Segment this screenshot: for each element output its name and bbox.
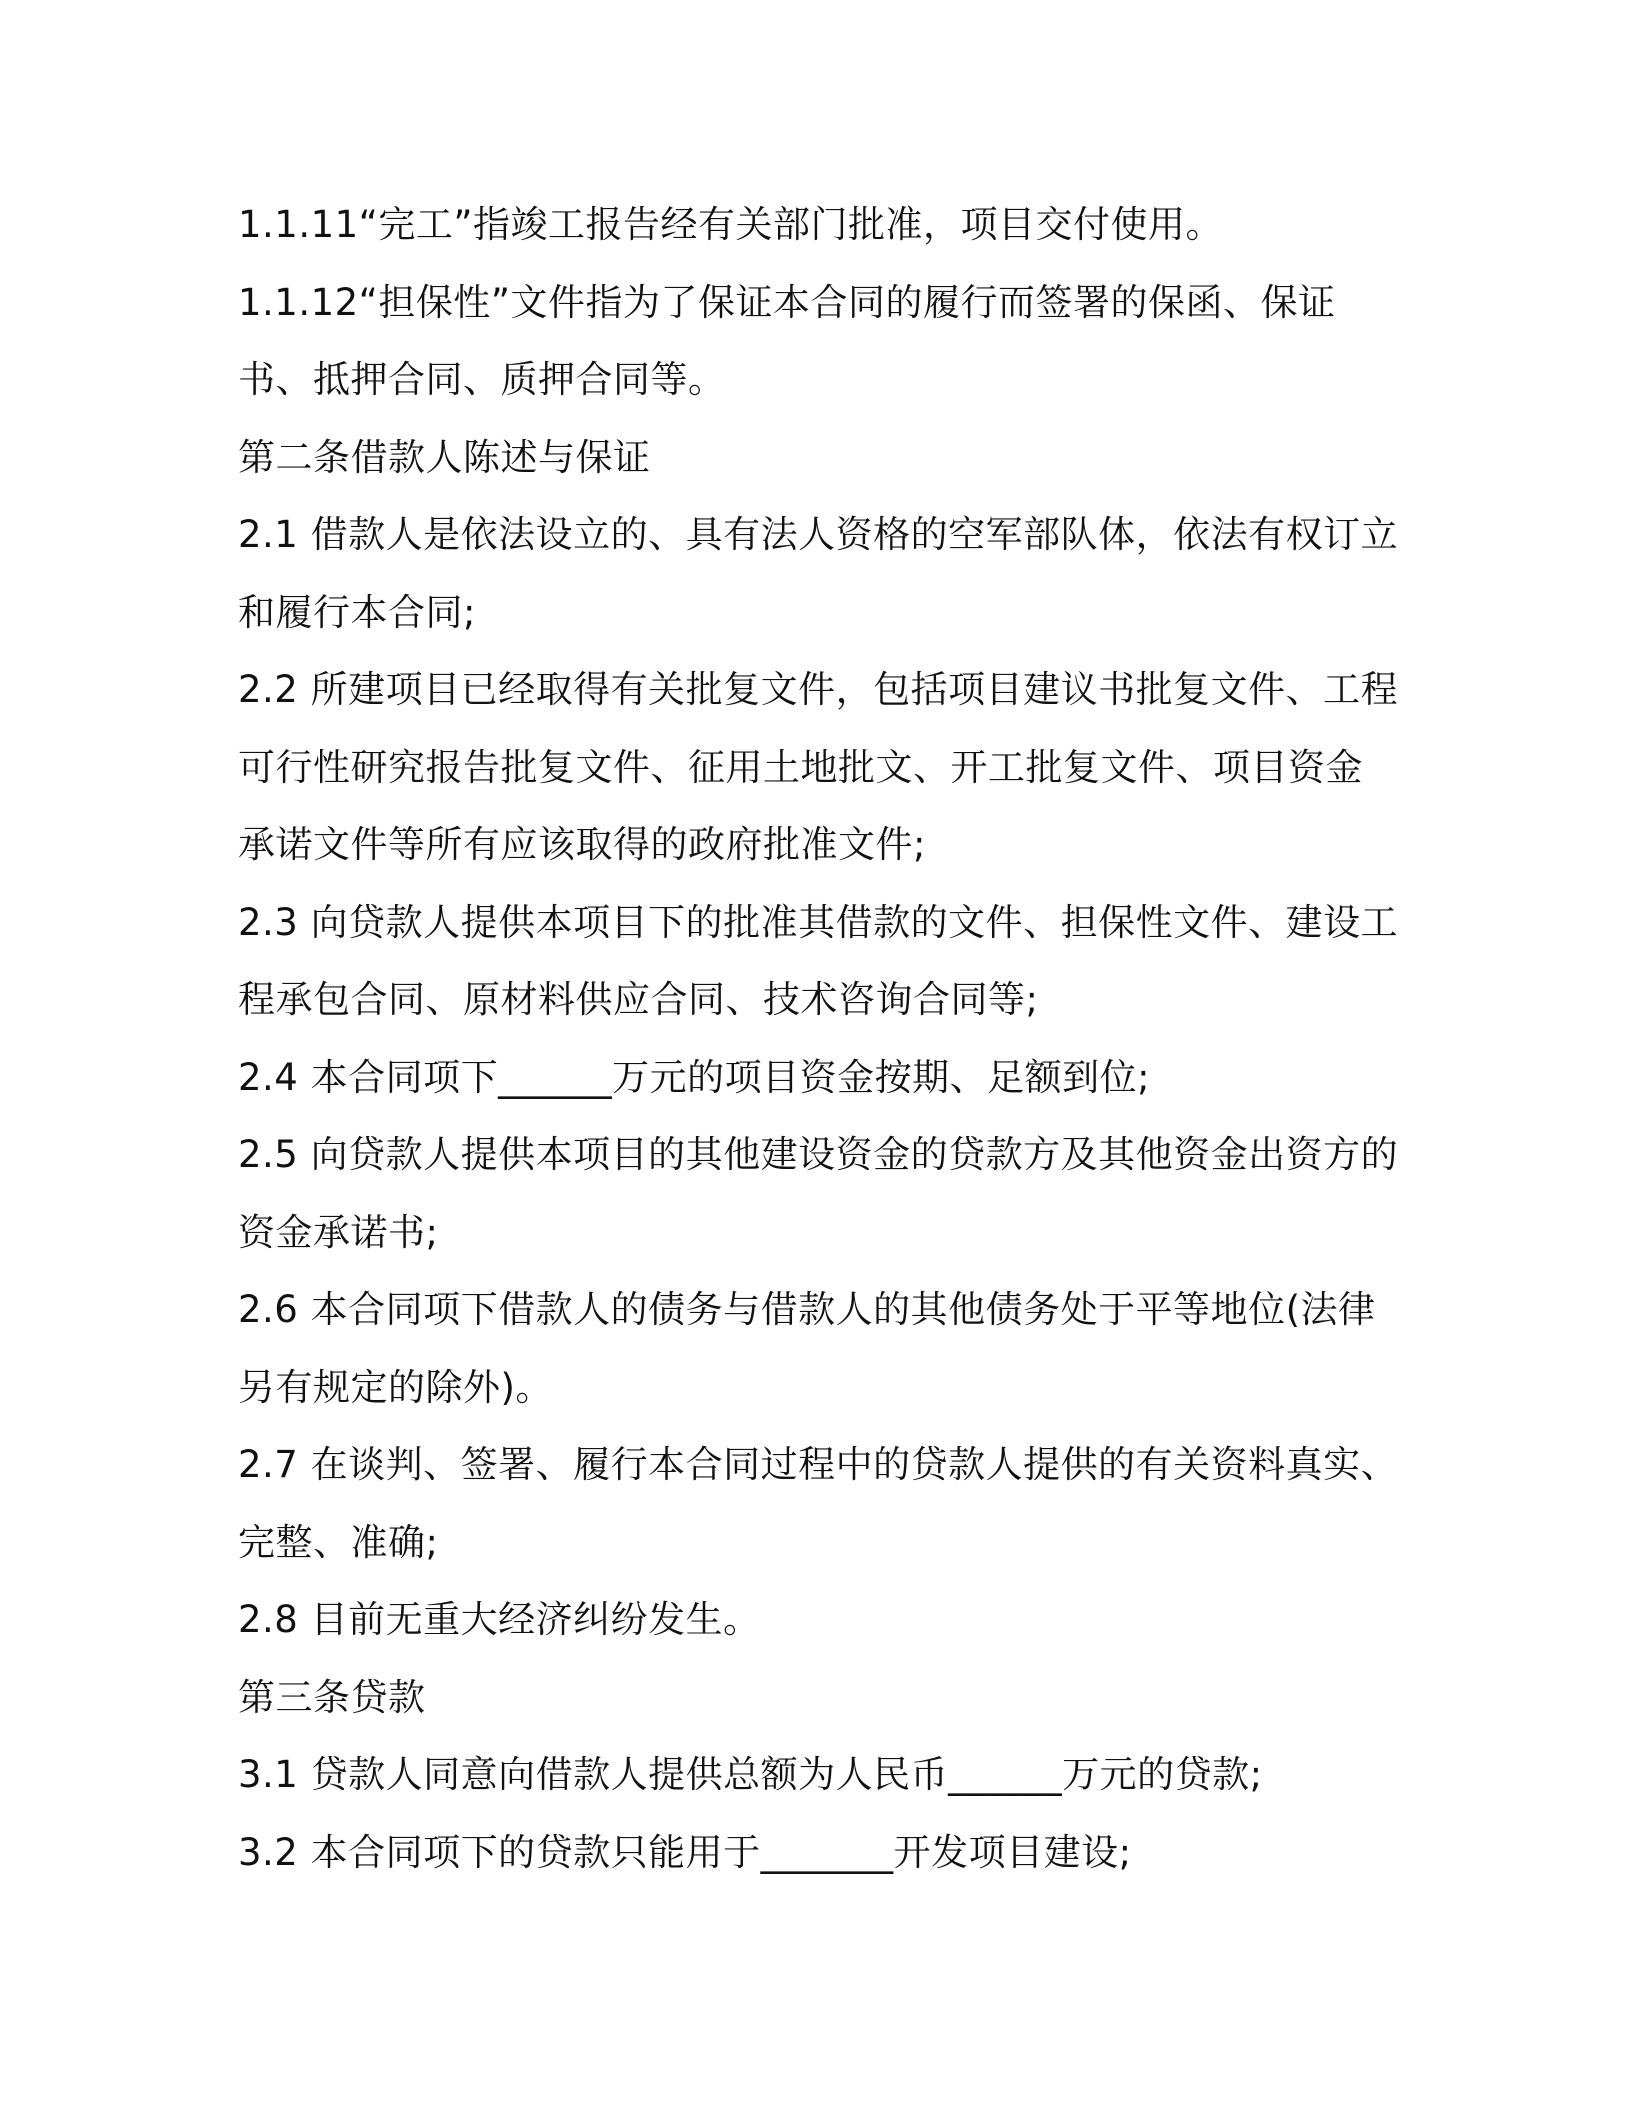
- clause-2-1-line-1: 2.1 借款人是依法设立的、具有法人资格的空军部队体，依法有权订立: [238, 513, 1399, 556]
- clause-2-6-line-2: 另有规定的除外)。: [238, 1365, 553, 1409]
- clause-2-5-line-1: 2.5 向贷款人提供本项目的其他建设资金的贷款方及其他资金出资方的: [238, 1133, 1399, 1176]
- clause-1-1-12-line-1: 1.1.12“担保性”文件指为了保证本合同的履行而签署的保函、保证: [238, 280, 1336, 324]
- clause-2-2-line-1: 2.2 所建项目已经取得有关批复文件，包括项目建议书批复文件、工程: [238, 668, 1399, 711]
- clause-2-5-line-2: 资金承诺书;: [238, 1210, 439, 1254]
- clause-2-7-line-2: 完整、准确;: [238, 1520, 439, 1564]
- clause-2-4: 2.4 本合同项下______万元的项目资金按期、足额到位;: [238, 1055, 1151, 1099]
- clause-2-7-line-1: 2.7 在谈判、签署、履行本合同过程中的贷款人提供的有关资料真实、: [238, 1443, 1399, 1486]
- article-3-heading: 第三条贷款: [238, 1675, 426, 1719]
- article-2-heading: 第二条借款人陈述与保证: [238, 435, 651, 479]
- clause-2-3-line-2: 程承包合同、原材料供应合同、技术咨询合同等;: [238, 978, 1039, 1021]
- clause-2-2-line-3: 承诺文件等所有应该取得的政府批准文件;: [238, 823, 926, 866]
- clause-3-2: 3.2 本合同项下的贷款只能用于_______开发项目建设;: [238, 1830, 1132, 1874]
- clause-1-1-12-line-2: 书、抵押合同、质押合同等。: [238, 358, 726, 401]
- clause-2-1-line-2: 和履行本合同;: [238, 590, 476, 634]
- clause-2-3-line-1: 2.3 向贷款人提供本项目下的批准其借款的文件、担保性文件、建设工: [238, 900, 1399, 944]
- clause-2-2-line-2: 可行性研究报告批复文件、征用土地批文、开工批复文件、项目资金: [238, 745, 1363, 789]
- clause-3-1: 3.1 贷款人同意向借款人提供总额为人民币______万元的贷款;: [238, 1753, 1263, 1796]
- clause-2-8: 2.8 目前无重大经济纠纷发生。: [238, 1598, 761, 1641]
- document-body: [238, 186, 1398, 1891]
- clause-2-6-line-1: 2.6 本合同项下借款人的债务与借款人的其他债务处于平等地位(法律: [238, 1288, 1376, 1331]
- clause-1-1-11: 1.1.11“完工”指竣工报告经有关部门批准，项目交付使用。: [238, 203, 1224, 246]
